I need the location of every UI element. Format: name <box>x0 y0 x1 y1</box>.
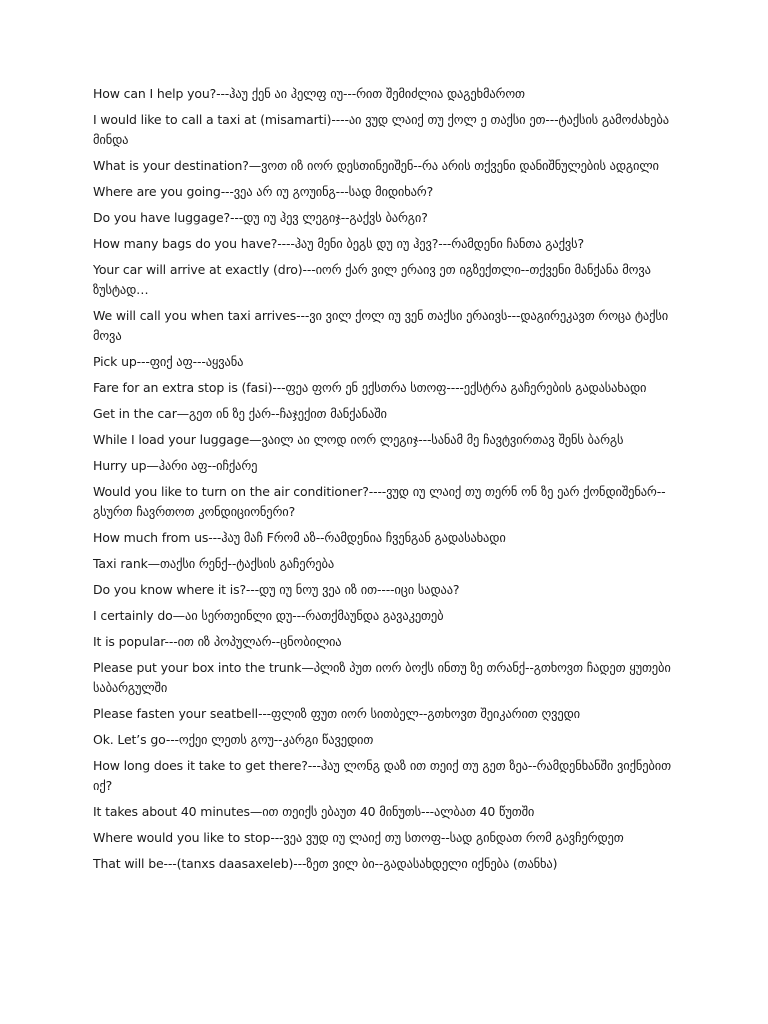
phrase-line: Fare for an extra stop is (fasi)---ფეა ფორ ენ ექსთრა სთოფ----ექსტრა გაჩერების გადასახადი <box>93 380 647 395</box>
phrase-line: That will be---(tanxs daasaxeleb)---ზეთ ვილ ბი--გადასახდელი იქნება (თანხა) <box>93 856 558 871</box>
phrase-line: It is popular---ით იზ პოპულარ--ცნობილია <box>93 634 342 649</box>
phrase-line: I would like to call a taxi at (misamarti)----აი ვუდ ლაიქ თუ ქოლ ე თაქსი ეთ---ტაქსის გამოძახება მინდა <box>93 112 669 147</box>
phrase-line: Hurry up—ჰარი აფ--იჩქარე <box>93 458 258 473</box>
phrase-line: Get in the car—გეთ ინ ზე ქარ--ჩაჯექით მანქანაში <box>93 406 387 421</box>
phrase-line: Do you know where it is?---დუ იუ ნოუ ვეა იზ ით----იცი სადაა? <box>93 582 460 597</box>
phrase-line: It takes about 40 minutes—ით თეიქს ებაუთ 40 მინუთს---ალბათ 40 წუთში <box>93 804 535 819</box>
phrase-line: Would you like to turn on the air conditioner?----ვუდ იუ ლაიქ თუ თერნ ონ ზე ეარ ქონდიშენარ--გსურთ ჩავრთოთ კონდიციონერი? <box>93 484 666 519</box>
phrase-line: How long does it take to get there?---ჰაუ ლონგ დაზ ით თეიქ თუ გეთ ზეა--რამდენხანში ვიქნებით იქ? <box>93 758 671 793</box>
phrase-line: Please put your box into the trunk—პლიზ პუთ იორ ბოქს ინთუ ზე თრანქ--გთხოვთ ჩადეთ ყუთები საბარგულში <box>93 660 671 695</box>
phrase-list <box>93 84 693 880</box>
phrase-line: How can I help you?---ჰაუ ქენ აი ჰელფ იუ---რით შემიძლია დაგეხმაროთ <box>93 86 525 101</box>
phrase-line: Pick up---ფიქ აფ---აყვანა <box>93 354 244 369</box>
phrase-line: Taxi rank—თაქსი რენქ--ტაქსის გაჩერება <box>93 556 335 571</box>
phrase-line: What is your destination?—ვოთ იზ იორ დესთინეიშენ--რა არის თქვენი დანიშნულების ადგილი <box>93 158 659 173</box>
phrase-line: How much from us---ჰაუ მაჩ Fრომ აზ--რამდენია ჩვენგან გადასახადი <box>93 530 506 545</box>
phrase-line: We will call you when taxi arrives---ვი ვილ ქოლ იუ ვენ თაქსი ერაივს---დაგირეკავთ როცა ტაქსი მოვა <box>93 308 669 343</box>
phrase-line: Where are you going---ვეა არ იუ გოუინგ---სად მიდიხარ? <box>93 184 434 199</box>
phrase-line: I certainly do—აი სერთეინლი დუ---რათქმაუნდა გავაკეთებ <box>93 608 444 623</box>
phrase-line: Where would you like to stop---ვეა ვუდ იუ ლაიქ თუ სთოფ--სად გინდათ რომ გავჩერდეთ <box>93 830 624 845</box>
phrase-line: Do you have luggage?---დუ იუ ჰევ ლეგიჯ--გაქვს ბარგი? <box>93 210 428 225</box>
phrase-line: Please fasten your seatbell---ფლიზ ფუთ იორ სითბელ--გთხოვთ შეიკარით ღვედი <box>93 706 580 721</box>
phrase-line: While I load your luggage—ვაილ აი ლოდ იორ ლეგიჯ---სანამ მე ჩავტვირთავ შენს ბარგს <box>93 432 624 447</box>
phrase-line: Your car will arrive at exactly (dro)---იორ ქარ ვილ ერაივ ეთ იგზექთლი--თქვენი მანქანა მოვა ზუსტად… <box>93 262 651 297</box>
phrase-line: Ok. Let’s go---ოქეი ლეთს გოუ--კარგი წავედით <box>93 732 374 747</box>
phrase-line: How many bags do you have?----ჰაუ მენი ბეგს დუ იუ ჰევ?---რამდენი ჩანთა გაქვს? <box>93 236 584 251</box>
